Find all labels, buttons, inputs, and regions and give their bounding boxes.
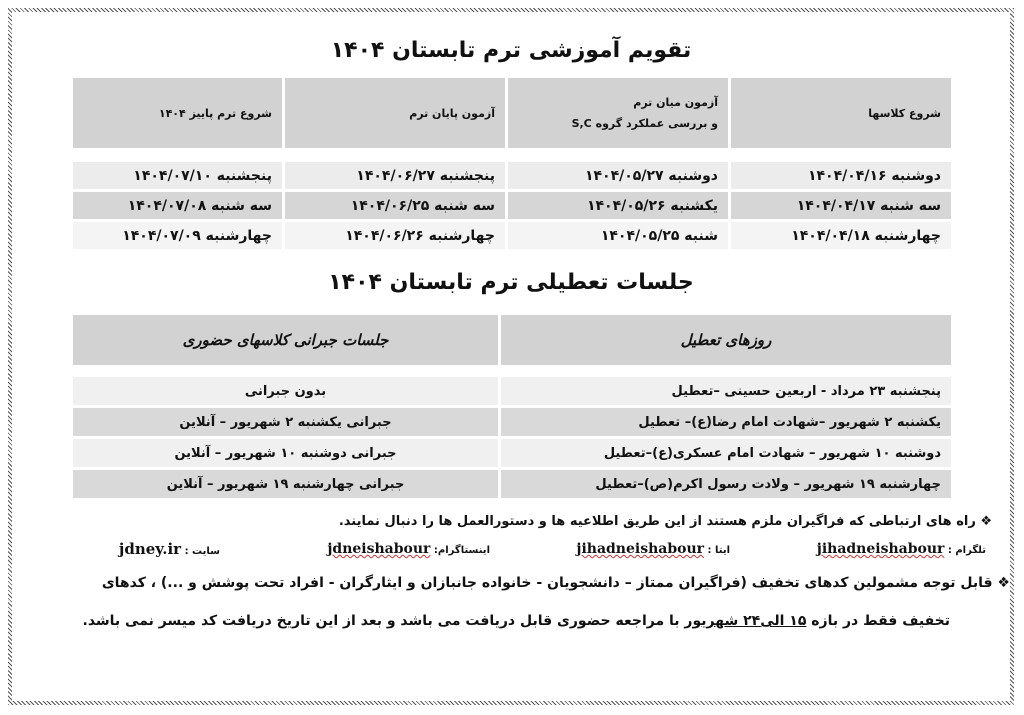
- instagram-contact: [327, 541, 490, 557]
- instagram-handle[interactable]: jdneishabour: [327, 541, 431, 557]
- header-makeup-sessions: جلسات جبرانی کلاسهای حضوری: [72, 314, 500, 367]
- eitaa-handle[interactable]: jihadneishabour: [576, 541, 705, 557]
- table-cell: پنجشنبه ۱۴۰۴/۰۷/۱۰: [72, 161, 284, 191]
- table-cell: دوشنبه ۱۴۰۴/۰۴/۱۶: [730, 161, 953, 191]
- table-cell: چهارشنبه ۱۴۰۴/۰۴/۱۸: [730, 221, 953, 251]
- table-cell: یکشنبه ۲ شهریور –شهادت امام رضا(ع)– تعطیل: [500, 407, 953, 438]
- table-cell: سه شنبه ۱۴۰۴/۰۶/۲۵: [284, 191, 507, 221]
- discount-date-range: ۱۵ الی۲۴ شهریور: [684, 613, 807, 629]
- telegram-label: تلگرام :: [947, 545, 986, 556]
- page-title: تقویم آموزشی ترم تابستان ۱۴۰۴: [330, 38, 692, 63]
- table-cell: چهارشنبه ۱۹ شهریور – ولادت رسول اکرم(ص)–تعطیل: [500, 469, 953, 500]
- table-row: [72, 438, 953, 469]
- discount-text-a: تخفیف فقط در بازه: [811, 613, 950, 629]
- holidays-table: [70, 312, 954, 501]
- header-holiday-days: روزهای تعطیل: [500, 314, 953, 367]
- table-cell: بدون جبرانی: [72, 376, 500, 407]
- table-cell: چهارشنبه ۱۴۰۴/۰۷/۰۹: [72, 221, 284, 251]
- website-link[interactable]: jdney.ir: [118, 540, 182, 558]
- holidays-title: جلسات تعطیلی ترم تابستان ۱۴۰۴: [328, 270, 694, 295]
- table-cell: یکشنبه ۱۴۰۴/۰۵/۲۶: [507, 191, 730, 221]
- table-cell: سه شنبه ۱۴۰۴/۰۷/۰۸: [72, 191, 284, 221]
- table-cell: دوشنبه ۱۰ شهریور – شهادت امام عسکری(ع)–تعطیل: [500, 438, 953, 469]
- table-row: [72, 407, 953, 438]
- table-row: [72, 161, 953, 191]
- holidays-header-row: [72, 314, 953, 367]
- discount-note-line2: [83, 613, 951, 629]
- table-cell: جبرانی چهارشنبه ۱۹ شهریور – آنلاین: [72, 469, 500, 500]
- table-cell: پنجشنبه ۱۴۰۴/۰۶/۲۷: [284, 161, 507, 191]
- table-cell: جبرانی دوشنبه ۱۰ شهریور – آنلاین: [72, 438, 500, 469]
- schedule-table: [70, 75, 954, 252]
- table-row: [72, 469, 953, 500]
- table-cell: دوشنبه ۱۴۰۴/۰۵/۲۷: [507, 161, 730, 191]
- table-cell: سه شنبه ۱۴۰۴/۰۴/۱۷: [730, 191, 953, 221]
- page-border: [8, 8, 1014, 705]
- website-label: سایت :: [184, 546, 220, 557]
- schedule-header-row: [72, 77, 953, 150]
- telegram-contact: [817, 541, 986, 557]
- header-class-start: شروع کلاسها: [730, 77, 953, 150]
- header-fall-term: شروع ترم پاییز ۱۴۰۴: [72, 77, 284, 150]
- eitaa-label: ایتا :: [707, 545, 730, 556]
- discount-text-b: با مراجعه حضوری قابل دریافت می باشد و بعد از این تاریخ دریافت کد میسر نمی باشد.: [82, 613, 680, 629]
- instagram-label: اینستاگرام:: [433, 545, 490, 556]
- discount-note-line1: ❖ قابل توجه مشمولین کدهای تخفیف (فراگیران ممتاز – دانشجویان - خانواده جانبازان و ایثارگران - افراد تحت پوشش و ...) ، کدهای: [101, 575, 1010, 591]
- table-row: [72, 376, 953, 407]
- table-cell: شنبه ۱۴۰۴/۰۵/۲۵: [507, 221, 730, 251]
- eitaa-contact: [576, 541, 730, 557]
- header-final-exam: آزمون پایان ترم: [284, 77, 507, 150]
- table-cell: چهارشنبه ۱۴۰۴/۰۶/۲۶: [284, 221, 507, 251]
- table-cell: پنجشنبه ۲۳ مرداد - اربعین حسینی –تعطیل: [500, 376, 953, 407]
- table-cell: جبرانی یکشنبه ۲ شهریور – آنلاین: [72, 407, 500, 438]
- header-midterm: [507, 77, 730, 150]
- spacer: [72, 367, 953, 376]
- header-midterm-line1: آزمون میان ترم: [633, 96, 718, 109]
- table-row: [72, 221, 953, 251]
- spacer: [72, 150, 953, 161]
- telegram-handle[interactable]: jihadneishabour: [816, 541, 945, 557]
- website-contact: [119, 540, 220, 558]
- table-row: [72, 191, 953, 221]
- contact-note: ❖ راه های ارتباطی که فراگیران ملزم هستند از این طریق اطلاعیه ها و دستورالعمل ها را دنبال نمایند.: [338, 514, 992, 529]
- header-midterm-line2: و بررسی عملکرد گروه S,C: [571, 117, 718, 130]
